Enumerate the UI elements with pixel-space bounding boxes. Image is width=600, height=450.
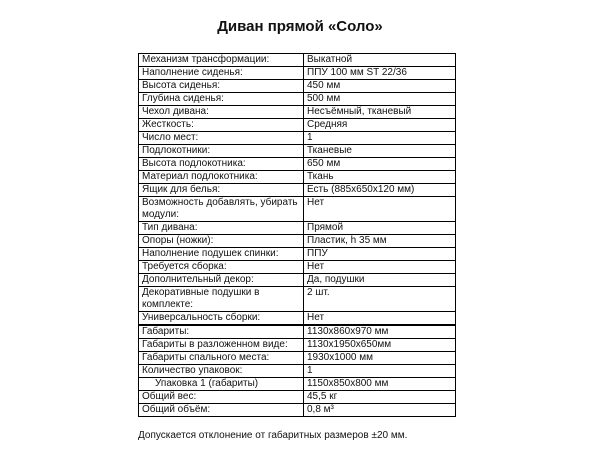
spec-label: Упаковка 1 (габариты) [139, 378, 304, 391]
spec-label: Глубина сиденья: [139, 93, 304, 106]
table-row [139, 352, 456, 365]
spec-label: Возможность добавлять, убирать модули: [139, 197, 304, 222]
table-row [139, 106, 456, 119]
table-row [139, 274, 456, 287]
spec-value: 500 мм [304, 93, 456, 106]
table-row [139, 67, 456, 80]
spec-label: Тип дивана: [139, 222, 304, 235]
table-row [139, 80, 456, 93]
spec-value: Несъёмный, тканевый [304, 106, 456, 119]
table-row [139, 197, 456, 222]
table-row [139, 171, 456, 184]
spec-value: Выкатной [304, 54, 456, 67]
table-row [139, 391, 456, 404]
spec-value: Ткань [304, 171, 456, 184]
spec-label: Наполнение сиденья: [139, 67, 304, 80]
spec-label: Дополнительный декор: [139, 274, 304, 287]
table-row [139, 326, 456, 339]
table-row [139, 132, 456, 145]
spec-label: Декоративные подушки в комплекте: [139, 287, 304, 312]
table-row [139, 54, 456, 67]
spec-value: 450 мм [304, 80, 456, 93]
spec-label: Число мест: [139, 132, 304, 145]
spec-value: 650 мм [304, 158, 456, 171]
spec-label: Универсальность сборки: [139, 312, 304, 325]
spec-value: Средняя [304, 119, 456, 132]
table-row [139, 158, 456, 171]
spec-label: Наполнение подушек спинки: [139, 248, 304, 261]
spec-label: Опоры (ножки): [139, 235, 304, 248]
table-row [139, 222, 456, 235]
spec-value: 45,5 кг [304, 391, 456, 404]
spec-label: Чехол дивана: [139, 106, 304, 119]
spec-label: Жесткость: [139, 119, 304, 132]
table-row [139, 378, 456, 391]
table-row [139, 145, 456, 158]
spec-label: Механизм трансформации: [139, 54, 304, 67]
spec-value: Тканевые [304, 145, 456, 158]
table-row [139, 235, 456, 248]
spec-value: Нет [304, 197, 456, 222]
spec-value: 1930x1000 мм [304, 352, 456, 365]
dimensions-table [138, 325, 456, 417]
spec-value: Пластик, h 35 мм [304, 235, 456, 248]
table-row [139, 404, 456, 417]
spec-value: Нет [304, 261, 456, 274]
spec-label: Требуется сборка: [139, 261, 304, 274]
table-row [139, 365, 456, 378]
spec-label: Ящик для белья: [139, 184, 304, 197]
spec-value: 0,8 м³ [304, 404, 456, 417]
spec-label: Высота подлокотника: [139, 158, 304, 171]
spec-value: 1130x860x970 мм [304, 326, 456, 339]
spec-value: ППУ 100 мм ST 22/36 [304, 67, 456, 80]
spec-value: 1 [304, 365, 456, 378]
specs-table [138, 53, 456, 325]
spec-value: Прямой [304, 222, 456, 235]
spec-label: Габариты: [139, 326, 304, 339]
spec-label: Габариты спального места: [139, 352, 304, 365]
spec-value: Есть (885x650x120 мм) [304, 184, 456, 197]
table-row [139, 184, 456, 197]
spec-label: Материал подлокотника: [139, 171, 304, 184]
table-row [139, 339, 456, 352]
table-row [139, 93, 456, 106]
table-row [139, 261, 456, 274]
page-title: Диван прямой «Соло» [217, 18, 383, 35]
spec-value: ППУ [304, 248, 456, 261]
spec-label: Габариты в разложенном виде: [139, 339, 304, 352]
table-row [139, 119, 456, 132]
spec-value: 1150x850x800 мм [304, 378, 456, 391]
table-row [139, 312, 456, 325]
spec-label: Количество упаковок: [139, 365, 304, 378]
spec-value: 1130x1950x650мм [304, 339, 456, 352]
spec-value: Да, подушки [304, 274, 456, 287]
spec-label: Высота сиденья: [139, 80, 304, 93]
spec-label: Общий вес: [139, 391, 304, 404]
spec-value: Нет [304, 312, 456, 325]
spec-value: 1 [304, 132, 456, 145]
spec-label: Общий объём: [139, 404, 304, 417]
spec-value: 2 шт. [304, 287, 456, 312]
table-row [139, 287, 456, 312]
tolerance-note: Допускается отклонение от габаритных размеров ±20 мм. [138, 430, 408, 441]
spec-label: Подлокотники: [139, 145, 304, 158]
table-row [139, 248, 456, 261]
